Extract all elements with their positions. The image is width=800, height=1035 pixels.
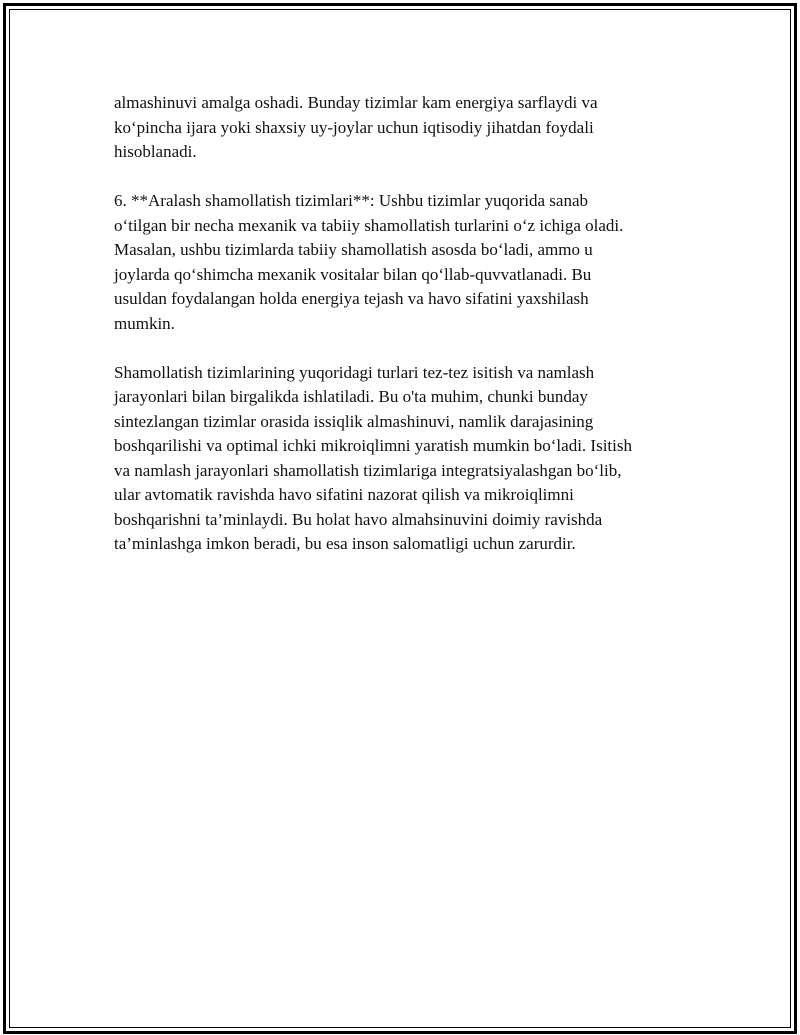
text-line: boshqarilishi va optimal ichki mikroiqlimni yaratish mumkin bo‘ladi. Isitish	[114, 436, 632, 455]
text-line: joylarda qo‘shimcha mexanik vositalar bilan qo‘llab-quvvatlanadi. Bu	[114, 264, 592, 284]
text-line: ko‘pincha ijara yoki shaxsiy uy-joylar uchun iqtisodiy jihatdan foydali	[114, 117, 594, 137]
paragraph-mixed-ventilation	[114, 189, 694, 336]
text-line: ta’minlashga imkon beradi, bu esa inson salomatligi uchun zarurdir.	[114, 534, 576, 553]
text-line: 6. **Aralash shamollatish tizimlari**: Ushbu tizimlar yuqorida sanab	[114, 191, 589, 210]
text-line: va namlash jarayonlari shamollatish tizimlariga integratsiyalashgan bo‘lib,	[114, 460, 622, 480]
paragraph-continuation	[114, 91, 694, 165]
text-line: Masalan, ushbu tizimlarda tabiiy shamollatish asosda bo‘ladi, ammo u	[114, 240, 593, 259]
text-line: ular avtomatik ravishda havo sifatini nazorat qilish va mikroiqlimni	[114, 485, 574, 504]
text-line: usuldan foydalangan holda energiya tejash va havo sifatini yaxshilash	[114, 289, 589, 308]
text-line: mumkin.	[114, 313, 175, 333]
text-line: hisoblanadi.	[114, 142, 197, 161]
text-line: sintezlangan tizimlar orasida issiqlik almashinuvi, namlik darajasining	[114, 411, 594, 431]
paragraph-integration	[114, 361, 694, 557]
text-line: almashinuvi amalga oshadi. Bunday tizimlar kam energiya sarflaydi va	[114, 93, 598, 112]
text-line: Shamollatish tizimlarining yuqoridagi turlari tez-tez isitish va namlash	[114, 362, 595, 382]
text-line: o‘tilgan bir necha mexanik va tabiiy shamollatish turlarini o‘z ichiga oladi.	[114, 215, 624, 235]
text-line: boshqarishni ta’minlaydi. Bu holat havo almahsinuvini doimiy ravishda	[114, 509, 603, 529]
document-body	[114, 91, 694, 581]
text-line: jarayonlari bilan birgalikda ishlatiladi. Bu o'ta muhim, chunki bunday	[114, 387, 588, 406]
